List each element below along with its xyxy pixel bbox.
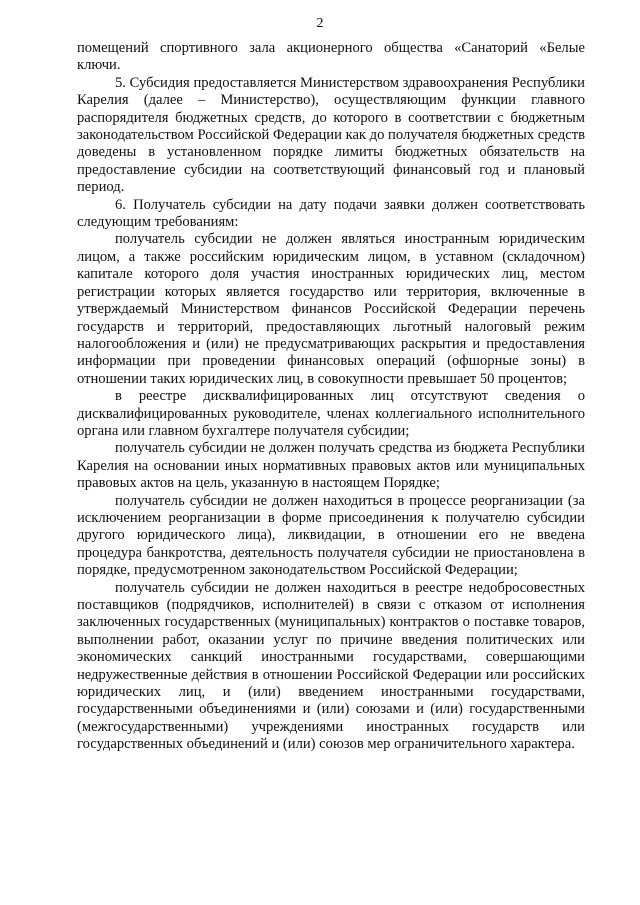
requirement-foreign-entity: получатель субсидии не должен являться иностранным юридическим лицом, а также российским юридическим лицом, в уставном (складочном) капитале которого доля участия иностранных юридических лиц, местом регистрации которых является государство или территория, включенные в утверждаемый Министерством финансов Российской Федерации перечень государств и территорий, предоставляющих льготный налоговый режим налогообложения и (или) не предусматривающих раскрытия и предоставления информации при проведении финансовых операций (офшорные зоны) в отношении таких юридических лиц, в совокупности превышает 50 процентов; [77,231,585,387]
requirement-disqualified-persons: в реестре дисквалифицированных лиц отсутствуют сведения о дисквалифицированных руководителе, членах коллегиального исполнительного органа или главном бухгалтере получателя субсидии; [77,388,585,439]
requirement-unfair-suppliers-registry: получатель субсидии не должен находиться в реестре недобросовестных поставщиков (подрядчиков, исполнителей) в связи с отказом от исполнения заключенных государственных (муниципальных) контрактов о поставке товаров, выполнении работ, оказании услуг по причине введения политических или экономических санкций иностранными государствами, совершающими недружественные действия в отношении Российской Федерации или российских юридических лиц, и (или) введением иностранными государствами, государственными объединениями и (или) союзами и (или) государственными (межгосударственными) учреждениями иностранных государств или государственных объединений и (или) союзов мер ограничительного характера. [77,579,585,753]
paragraph-item-5: 5. Субсидия предоставляется Министерством здравоохранения Республики Карелия (далее – Министерство), осуществляющим функции главного распорядителя бюджетных средств, до которого в соответствии с бюджетным законодательством Российской Федерации как до получателя бюджетных средств доведены в установленном порядке лимиты бюджетных обязательств на предоставление субсидии на соответствующий финансовый год и плановый период. [77,74,586,196]
document-body [77,40,585,754]
requirement-no-other-funds: получатель субсидии не должен получать средства из бюджета Республики Карелия на основании иных нормативных правовых актов или муниципальных правовых актов на цель, указанную в настоящем Порядке; [77,440,585,492]
paragraph-item-6: 6. Получатель субсидии на дату подачи заявки должен соответствовать следующим требованиям: [77,196,585,231]
requirement-no-reorganization: получатель субсидии не должен находиться в процессе реорганизации (за исключением реорганизации в форме присоединения к получателю субсидии другого юридического лица), ликвидации, в отношении его не введена процедура банкротства, деятельность получателя субсидии не приостановлена в порядке, предусмотренном законодательством Российской Федерации; [77,492,585,579]
paragraph-continuation: помещений спортивного зала акционерного общества «Санаторий «Белые ключи. [77,40,585,74]
page-number: 2 [316,16,324,31]
